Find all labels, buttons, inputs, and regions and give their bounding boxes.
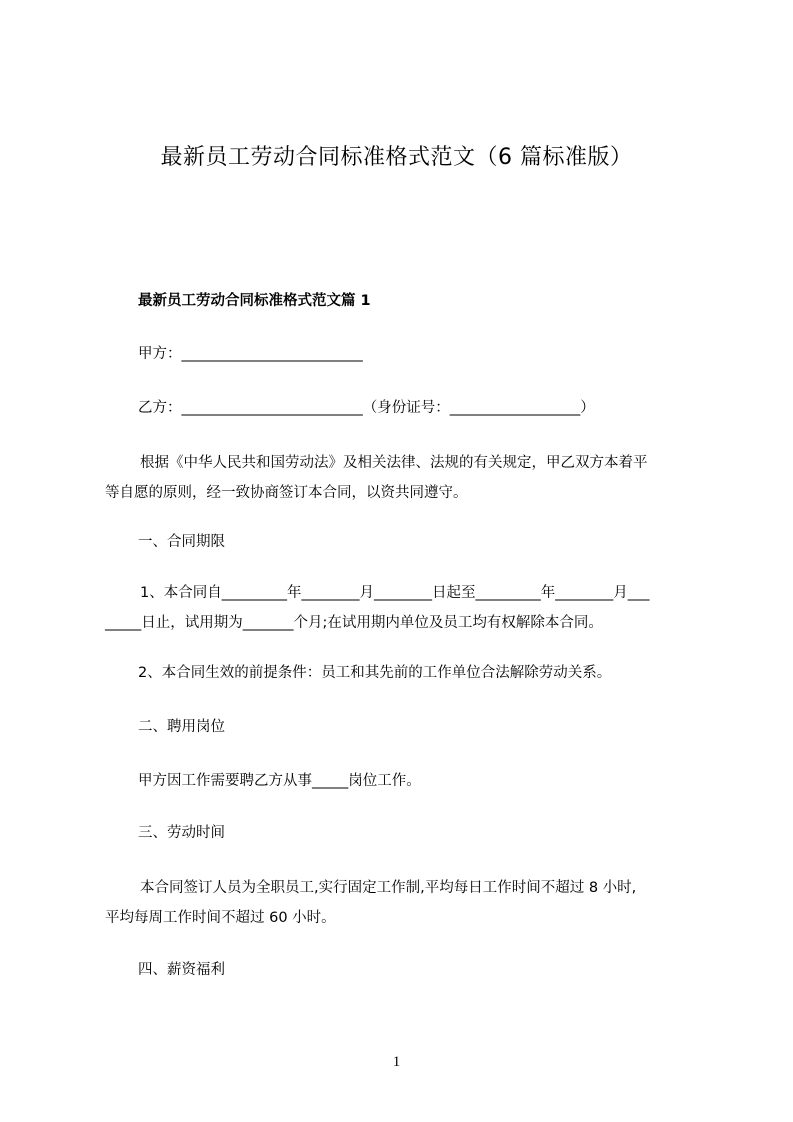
hours-clause	[105, 873, 705, 933]
heading-position: 二、聘用岗位	[138, 719, 225, 735]
intro-paragraph	[105, 448, 705, 508]
position-clause: 甲方因工作需要聘乙方从事_____岗位工作。	[138, 773, 421, 789]
heading-working-hours: 三、劳动时间	[138, 825, 225, 841]
term-clause-1-line-2: _____日止，试用期为_______个月;在试用期内单位及员工均有权解除本合同。	[105, 615, 603, 631]
document-title: 最新员工劳动合同标准格式范文（6 篇标准版）	[160, 145, 633, 170]
page-number: 1	[392, 1054, 401, 1070]
term-clause-1	[105, 578, 705, 638]
intro-line-2: 等自愿的原则，经一致协商签订本合同，以资共同遵守。	[105, 485, 468, 501]
heading-salary-benefits: 四、薪资福利	[138, 962, 225, 978]
hours-clause-line-2: 平均每周工作时间不超过 60 小时。	[105, 910, 336, 926]
party-a-line: 甲方：_________________________	[138, 346, 363, 362]
intro-line-1: 根据《中华人民共和国劳动法》及相关法律、法规的有关规定，甲乙双方本着平	[140, 455, 648, 471]
hours-clause-line-1: 本合同签订人员为全职员工,实行固定工作制,平均每日工作时间不超过 8 小时,	[140, 880, 637, 896]
heading-contract-term: 一、合同期限	[138, 534, 225, 550]
section-heading: 最新员工劳动合同标准格式范文篇 1	[138, 293, 371, 309]
party-b-line: 乙方：_________________________（身份证号：__________________）	[138, 400, 595, 416]
term-clause-2: 2、本合同生效的前提条件：员工和其先前的工作单位合法解除劳动关系。	[138, 665, 612, 681]
term-clause-1-line-1: 1、本合同自_________年________月________日起至_________年________月___	[140, 585, 650, 601]
